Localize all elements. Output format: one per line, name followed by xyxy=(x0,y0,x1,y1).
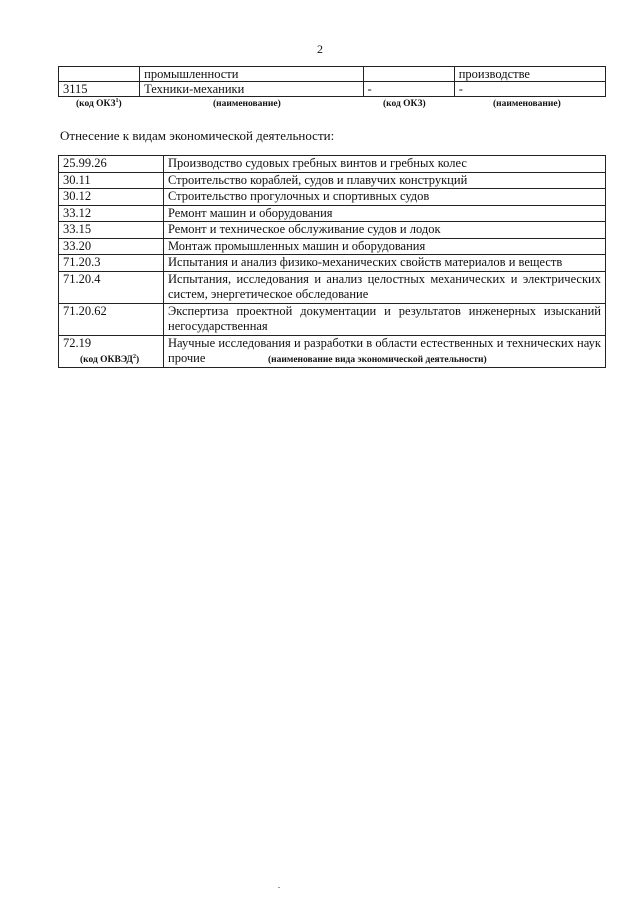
okz-code-cell: 3115 xyxy=(59,82,140,97)
okved-code-cell: 25.99.26 xyxy=(59,156,164,173)
okz-code-cell xyxy=(59,67,140,82)
okz-name2-cell: - xyxy=(454,82,605,97)
table-row xyxy=(59,303,606,335)
okved-code-cell: 72.19 xyxy=(59,335,164,367)
okved-name-cell: Производство судовых гребных винтов и гребных колес xyxy=(164,156,606,173)
table-row xyxy=(59,222,606,239)
okved-code-cell: 33.15 xyxy=(59,222,164,239)
scan-artifact xyxy=(278,887,280,888)
okved-code-cell: 71.20.4 xyxy=(59,271,164,303)
okved-name-cell: Монтаж промышленных машин и оборудования xyxy=(164,238,606,255)
table-row xyxy=(59,189,606,206)
okved-code-cell: 71.20.62 xyxy=(59,303,164,335)
table-row xyxy=(59,271,606,303)
section-title: Отнесение к видам экономической деятельности: xyxy=(60,128,335,143)
table-row xyxy=(59,205,606,222)
okved-code-cell: 30.12 xyxy=(59,189,164,206)
table-row xyxy=(59,67,606,82)
okz-code-caption: (код ОКЗ$^1$) xyxy=(76,97,122,109)
okved-name-cell: Ремонт и техническое обслуживание судов и лодок xyxy=(164,222,606,239)
okz-code2-cell: - xyxy=(363,82,454,97)
okz-name-cell: промышленности xyxy=(140,67,363,82)
okved-table xyxy=(58,155,606,368)
okved-name-cell: Экспертиза проектной документации и результатов инженерных изысканий негосударственная xyxy=(164,303,606,335)
okved-name-cell: Ремонт машин и оборудования xyxy=(164,205,606,222)
okz-name-cell: Техники-механики xyxy=(140,82,363,97)
okved-captions xyxy=(0,355,640,369)
okved-code-cell: 33.20 xyxy=(59,238,164,255)
table-row xyxy=(59,82,606,97)
okved-code-cell: 30.11 xyxy=(59,172,164,189)
okved-code-caption: (код ОКВЭД$^2$) xyxy=(80,353,140,365)
okved-name-cell: Испытания и анализ физико-механических свойств материалов и веществ xyxy=(164,255,606,272)
okved-code-cell: 71.20.3 xyxy=(59,255,164,272)
table-row xyxy=(59,255,606,272)
okz-name2-cell: производстве xyxy=(454,67,605,82)
okz-name-caption: (наименование) xyxy=(213,99,281,109)
okved-name-caption: (наименование вида экономической деятельности) xyxy=(268,355,487,365)
table-row xyxy=(59,156,606,173)
okved-name-cell: Строительство прогулочных и спортивных судов xyxy=(164,189,606,206)
okz-name2-caption: (наименование) xyxy=(493,99,561,109)
okz-captions xyxy=(0,99,640,113)
page-number: 2 xyxy=(317,42,323,56)
table-row xyxy=(59,172,606,189)
okz-table xyxy=(58,66,606,97)
okz-code2-cell xyxy=(363,67,454,82)
okved-name-cell: Строительство кораблей, судов и плавучих конструкций xyxy=(164,172,606,189)
okved-name-cell: Испытания, исследования и анализ целостных механических и электрических систем, энергетическое обследование xyxy=(164,271,606,303)
table-row xyxy=(59,238,606,255)
okved-name-cell: Научные исследования и разработки в области естественных и технических наук прочие xyxy=(164,335,606,367)
okz-code2-caption: (код ОКЗ) xyxy=(383,99,426,109)
okved-code-cell: 33.12 xyxy=(59,205,164,222)
